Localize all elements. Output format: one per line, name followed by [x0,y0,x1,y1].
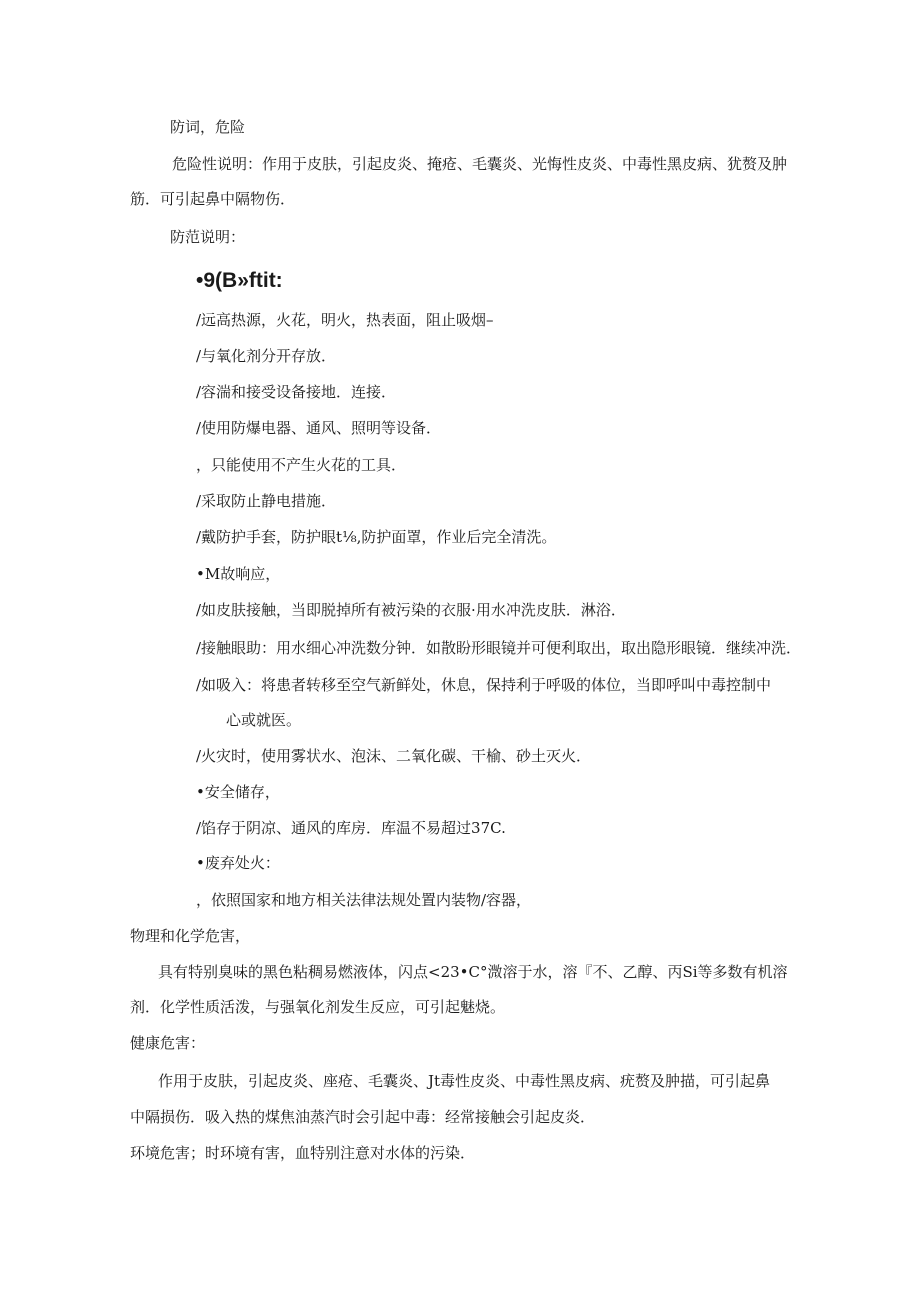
storage-item: /馅存于阴凉、通风的库房．库温不易超过37C. [196,819,506,837]
disposal-heading: •废弃处火： [196,854,280,872]
disposal-item: ，依照国家和地方相关法律法规处置内装物/容器， [196,891,532,909]
response-item: /接触眼助：用水细心冲洗数分钟．如散盼形眼镜并可便利取出，取出隐形眼镜．继续冲洗． [196,639,802,657]
prevention-item: /远高热源，火花，明火，热表面，阻止吸烟– [196,311,494,329]
prevention-item: /容湍和接受设备接地．连接． [196,383,397,401]
prevention-item: /与氧化剂分开存放． [196,347,337,365]
prevention-item: /使用防爆电器、通风、照明等设备． [196,419,442,437]
signal-word: 防词，危险 [170,118,246,136]
physchem-line-1: 具有特别臭味的黑色粘稠易燃液体，闪点<23•C°溦溶于水，溶『不、乙醇、丙Si等多数有机溶 [158,963,788,981]
health-line-2: 中隔损伤．吸入热的煤焦油蒸汽时会引起中毒：经常接触会引起皮炎． [130,1108,596,1126]
response-item: /如皮肤接触，当即脱掉所有被污染的衣服·用水冲洗皮肤．淋浴． [196,601,626,619]
prevention-item: ，只能使用不产生火花的工具． [196,456,407,474]
response-item: /如吸入：将患者转移至空气新鲜处，休息，保持利于呼吸的体位，当即呼叫中毒控制中 [196,676,772,694]
hazard-statement-line-2: 筋．可引起鼻中隔物伤． [130,190,296,208]
physchem-line-2: 剂．化学性质活泼，与强氧化剂发生反应，可引起魅烧。 [130,998,506,1016]
response-heading: •M故响应， [196,565,281,583]
health-title: 健康危害： [130,1034,206,1052]
response-item: /火灾时，使用雾状水、泡沫、二氧化碳、干榆、砂土灭火． [196,747,592,765]
hazard-statement-line-1: 危险性说明：作用于皮肤，引起皮炎、掩疮、毛囊炎、光悔性皮炎、中毒性黑皮病、犹赘及肿 [172,155,788,173]
storage-heading: •安全储存， [196,783,280,801]
prevention-item: /戴防护手套，防护眼t⅛,防护面罩，作业后完全清洗。 [196,528,557,546]
prevention-item: /采取防止静电措施． [196,492,337,510]
prevention-heading: •9(B»ftit: [196,269,283,292]
health-line-1: 作用于皮肤，引起皮炎、座疮、毛囊炎、Jt毒性皮炎、中毒性黑皮病、疣赘及肿描，可引起鼻 [158,1072,771,1090]
physchem-title: 物理和化学危害， [130,927,251,945]
precaution-title: 防范说明： [170,228,246,246]
response-item-continuation: 心或就医。 [226,711,302,729]
environment-hazard: 环境危害；时环境有害，血特别注意对水体的污染． [130,1144,476,1162]
